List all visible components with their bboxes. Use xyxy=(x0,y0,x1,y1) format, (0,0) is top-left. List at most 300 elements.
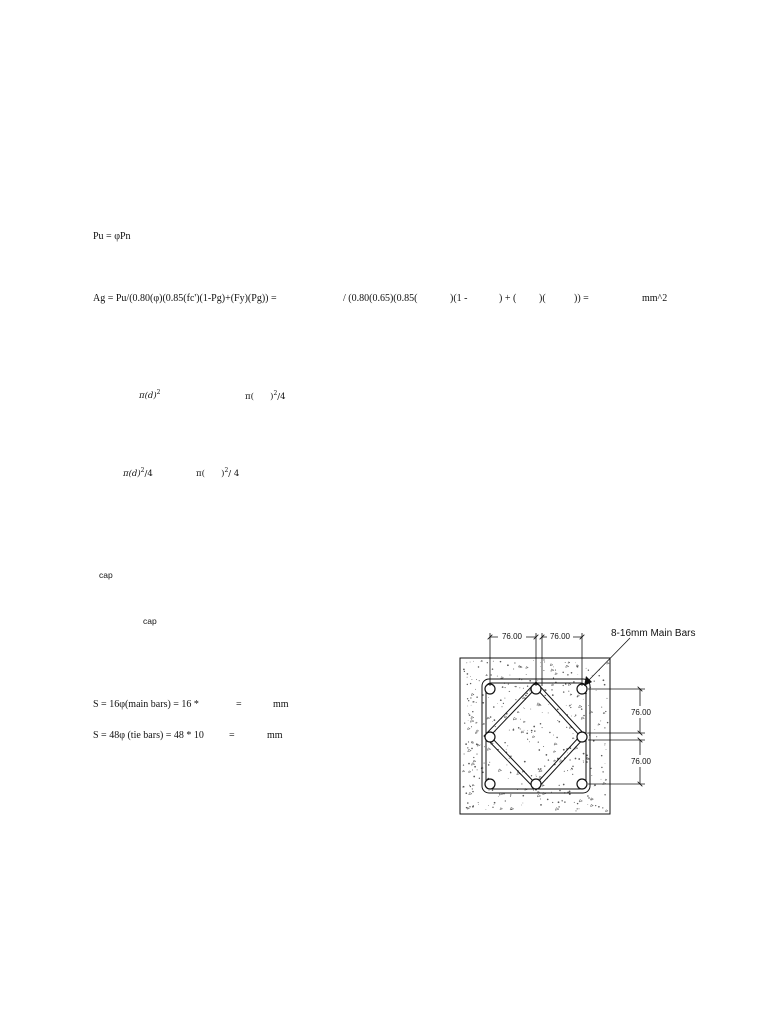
aggregate-speck xyxy=(524,761,526,763)
aggregate-speck xyxy=(530,709,531,710)
aggregate-speck xyxy=(575,715,576,716)
aggregate-speck xyxy=(603,679,605,681)
aggregate-speck xyxy=(472,701,473,702)
aggregate-speck xyxy=(471,748,473,750)
aggregate-speck xyxy=(467,684,468,685)
aggregate-speck xyxy=(506,749,507,750)
aggregate-speck xyxy=(592,675,593,676)
aggregate-speck xyxy=(488,805,489,806)
aggregate-speck xyxy=(478,666,479,667)
aggregate-speck xyxy=(467,802,469,804)
aggregate-speck xyxy=(577,803,578,804)
aggregate-speck xyxy=(476,679,477,680)
aggregate-speck xyxy=(526,693,528,695)
aggregate-speck xyxy=(543,670,544,671)
aggregate-speck xyxy=(571,672,573,674)
aggregate-speck xyxy=(572,769,573,770)
spacing-tie-equals: = xyxy=(229,730,235,741)
aggregate-speck xyxy=(533,660,534,661)
aggregate-speck xyxy=(601,779,602,780)
aggregate-speck xyxy=(493,661,494,662)
aggregate-speck xyxy=(467,706,468,707)
aggregate-speck xyxy=(488,764,490,766)
aggregate-speck xyxy=(478,802,479,803)
aggregate-speck xyxy=(548,759,549,760)
aggregate-speck xyxy=(568,691,569,692)
aggregate-speck xyxy=(546,754,548,756)
aggregate-speck xyxy=(601,755,603,757)
aggregate-speck xyxy=(595,805,596,806)
aggregate-speck xyxy=(591,799,592,800)
aggregate-speck xyxy=(479,778,480,779)
aggregate-speck xyxy=(583,760,584,761)
aggregate-speck xyxy=(581,708,583,710)
aggregate-speck xyxy=(553,735,554,736)
aggregate-speck xyxy=(553,677,554,678)
aggregate-speck xyxy=(583,715,584,716)
aggregate-speck xyxy=(570,769,571,770)
aggregate-speck xyxy=(588,705,589,706)
aggregate-speck xyxy=(534,730,535,731)
cap-label-1: cap xyxy=(99,570,113,580)
spacing-main-equation: S = 16φ(main bars) = 16 * xyxy=(93,699,199,710)
aggregate-speck xyxy=(503,703,504,704)
aggregate-speck xyxy=(578,758,580,760)
aggregate-speck xyxy=(567,753,568,754)
area-formula-a-right: π( )$^2$/4 xyxy=(245,390,286,402)
cap-label-2: cap xyxy=(143,616,157,626)
main-bar xyxy=(485,779,495,789)
aggregate-speck xyxy=(493,706,495,708)
aggregate-speck xyxy=(571,704,572,705)
aggregate-speck xyxy=(505,800,506,801)
aggregate-speck xyxy=(473,776,475,778)
spacing-main-unit: mm xyxy=(273,699,289,710)
aggregate-speck xyxy=(489,790,490,791)
aggregate-speck xyxy=(504,742,505,743)
spacing-tie-equation: S = 48φ (tie bars) = 48 * 10 xyxy=(93,730,204,741)
aggregate-speck xyxy=(498,796,499,797)
aggregate-speck xyxy=(520,728,521,729)
aggregate-speck xyxy=(544,765,545,766)
aggregate-speck xyxy=(538,768,540,770)
aggregate-speck xyxy=(531,732,532,733)
aggregate-speck xyxy=(567,770,568,771)
aggregate-speck xyxy=(526,674,527,675)
aggregate-speck xyxy=(500,661,502,663)
aggregate-speck xyxy=(565,662,566,663)
aggregate-speck xyxy=(552,694,554,696)
aggregate-speck xyxy=(475,689,476,690)
aggregate-speck xyxy=(596,690,597,691)
aggregate-speck xyxy=(520,719,521,720)
aggregate-speck xyxy=(501,706,502,707)
aggregate-speck xyxy=(570,707,571,708)
aggregate-speck xyxy=(478,804,479,805)
equation-ag-sub-3: ) + ( xyxy=(499,293,517,304)
aggregate-speck xyxy=(573,681,574,682)
aggregate-speck xyxy=(575,810,576,811)
aggregate-speck xyxy=(479,680,480,681)
aggregate-speck xyxy=(602,771,603,772)
aggregate-speck xyxy=(587,795,589,797)
aggregate-speck xyxy=(602,807,603,808)
aggregate-speck xyxy=(574,802,575,803)
aggregate-speck xyxy=(515,686,516,687)
aggregate-speck xyxy=(495,732,496,733)
aggregate-speck xyxy=(474,766,476,768)
aggregate-speck xyxy=(508,684,509,685)
area-formula-b-left: $\pi(d)^2/4$ xyxy=(123,467,153,479)
aggregate-speck xyxy=(524,708,525,709)
aggregate-speck xyxy=(527,730,528,731)
aggregate-speck xyxy=(525,695,527,697)
aggregate-speck xyxy=(472,770,473,771)
aggregate-speck xyxy=(509,730,510,731)
aggregate-speck xyxy=(548,712,549,713)
aggregate-speck xyxy=(470,786,471,787)
aggregate-speck xyxy=(480,745,481,746)
aggregate-speck xyxy=(471,726,472,727)
aggregate-speck xyxy=(467,747,468,748)
aggregate-speck xyxy=(536,775,537,776)
aggregate-speck xyxy=(557,720,558,721)
aggregate-speck xyxy=(521,783,522,784)
dim-label-right-1: 76.00 xyxy=(630,708,652,717)
aggregate-speck xyxy=(583,762,584,763)
aggregate-speck xyxy=(545,695,546,696)
aggregate-speck xyxy=(575,758,577,760)
dim-label-top-1: 76.00 xyxy=(501,632,523,641)
aggregate-speck xyxy=(489,762,490,763)
aggregate-speck xyxy=(491,674,492,675)
aggregate-speck xyxy=(604,794,605,795)
aggregate-speck xyxy=(559,785,560,786)
aggregate-speck xyxy=(476,702,477,703)
aggregate-speck xyxy=(544,662,545,663)
aggregate-speck xyxy=(543,659,544,660)
aggregate-speck xyxy=(492,668,494,670)
aggregate-speck xyxy=(482,702,484,704)
aggregate-speck xyxy=(473,757,474,758)
aggregate-speck xyxy=(540,799,541,800)
aggregate-speck xyxy=(477,769,478,770)
aggregate-speck xyxy=(469,806,470,807)
aggregate-speck xyxy=(465,743,467,745)
aggregate-speck xyxy=(563,685,564,686)
aggregate-speck xyxy=(537,680,538,681)
aggregate-speck xyxy=(513,728,514,729)
aggregate-speck xyxy=(559,790,561,792)
area-formula-b-right: π( )$^2$/ 4 xyxy=(196,467,240,479)
aggregate-speck xyxy=(594,729,595,730)
aggregate-speck xyxy=(533,790,534,791)
aggregate-speck xyxy=(565,683,566,684)
aggregate-speck xyxy=(575,662,576,663)
aggregate-speck xyxy=(471,705,472,706)
aggregate-speck xyxy=(540,768,542,770)
aggregate-speck xyxy=(598,675,599,676)
aggregate-speck xyxy=(588,670,589,671)
aggregate-speck xyxy=(470,662,471,663)
aggregate-speck xyxy=(558,721,560,723)
main-bars-label: 8-16mm Main Bars xyxy=(611,628,696,639)
aggregate-speck xyxy=(594,786,595,787)
aggregate-speck xyxy=(596,736,597,737)
dim-label-top-2: 76.00 xyxy=(549,632,571,641)
aggregate-speck xyxy=(540,666,541,667)
aggregate-speck xyxy=(505,687,506,688)
aggregate-speck xyxy=(607,722,608,723)
aggregate-speck xyxy=(473,701,474,702)
aggregate-speck xyxy=(563,784,565,786)
aggregate-speck xyxy=(583,699,584,700)
aggregate-speck xyxy=(578,674,579,675)
aggregate-speck xyxy=(473,805,474,806)
aggregate-speck xyxy=(469,785,470,786)
aggregate-speck xyxy=(571,716,572,717)
aggregate-speck xyxy=(587,804,588,805)
aggregate-speck xyxy=(464,753,465,754)
aggregate-speck xyxy=(463,669,465,671)
equation-ag: Ag = Pu/(0.80(φ)(0.85(fc')(1-Pg)+(Fy)(Pg)) = xyxy=(93,293,277,304)
aggregate-speck xyxy=(566,727,567,728)
aggregate-speck xyxy=(573,733,574,734)
aggregate-speck xyxy=(466,807,468,809)
aggregate-speck xyxy=(523,708,524,709)
aggregate-speck xyxy=(466,662,467,663)
aggregate-speck xyxy=(523,688,524,689)
aggregate-speck xyxy=(604,727,605,728)
main-bar xyxy=(531,779,541,789)
aggregate-speck xyxy=(470,697,471,698)
equation-ag-sub-4: )( xyxy=(539,293,546,304)
aggregate-speck xyxy=(536,776,537,777)
aggregate-speck xyxy=(472,711,473,712)
aggregate-speck xyxy=(598,806,600,808)
aggregate-speck xyxy=(510,756,511,757)
aggregate-speck xyxy=(529,680,531,682)
aggregate-speck xyxy=(510,796,511,797)
aggregate-speck xyxy=(521,805,522,806)
aggregate-speck xyxy=(473,661,474,662)
aggregate-speck xyxy=(514,686,515,687)
aggregate-speck xyxy=(547,799,549,801)
aggregate-speck xyxy=(562,672,563,673)
equation-ag-sub-1: / (0.80(0.65)(0.85( xyxy=(343,293,418,304)
aggregate-speck xyxy=(607,698,608,699)
aggregate-speck xyxy=(463,765,464,766)
aggregate-speck xyxy=(563,749,565,751)
aggregate-speck xyxy=(574,716,575,717)
aggregate-speck xyxy=(506,764,507,765)
aggregate-speck xyxy=(551,792,552,793)
aggregate-speck xyxy=(577,808,578,809)
aggregate-speck xyxy=(468,713,469,714)
aggregate-speck xyxy=(466,792,468,794)
aggregate-speck xyxy=(540,804,542,806)
aggregate-speck xyxy=(527,686,528,687)
aggregate-speck xyxy=(601,707,602,708)
aggregate-speck xyxy=(472,788,473,789)
aggregate-speck xyxy=(591,768,592,769)
aggregate-speck xyxy=(495,726,496,727)
aggregate-speck xyxy=(604,745,605,746)
aggregate-speck xyxy=(583,753,585,755)
aggregate-speck xyxy=(538,741,539,742)
aggregate-speck xyxy=(531,730,533,732)
aggregate-speck xyxy=(468,741,469,742)
aggregate-speck xyxy=(563,691,564,692)
aggregate-speck xyxy=(492,790,493,791)
aggregate-speck xyxy=(569,759,570,760)
aggregate-speck xyxy=(519,687,520,688)
aggregate-speck xyxy=(468,720,469,721)
aggregate-speck xyxy=(469,714,471,716)
aggregate-speck xyxy=(476,696,478,698)
aggregate-speck xyxy=(572,774,573,775)
equation-ag-unit: mm^2 xyxy=(642,293,668,304)
aggregate-speck xyxy=(567,674,568,675)
aggregate-speck xyxy=(510,794,511,795)
aggregate-speck xyxy=(526,732,528,734)
aggregate-speck xyxy=(508,778,509,779)
aggregate-speck xyxy=(494,719,496,721)
aggregate-speck xyxy=(605,711,606,712)
aggregate-speck xyxy=(588,797,589,798)
aggregate-speck xyxy=(470,676,471,677)
aggregate-speck xyxy=(533,726,535,728)
aggregate-speck xyxy=(507,745,508,746)
aggregate-speck xyxy=(605,763,606,764)
aggregate-speck xyxy=(467,698,468,699)
area-formula-a-left: $\pi(d)^2$ xyxy=(139,389,161,401)
aggregate-speck xyxy=(497,676,498,677)
aggregate-speck xyxy=(513,729,515,731)
aggregate-speck xyxy=(470,683,471,684)
aggregate-speck xyxy=(606,749,607,750)
aggregate-speck xyxy=(551,689,552,690)
aggregate-speck xyxy=(514,662,515,663)
aggregate-speck xyxy=(555,670,556,671)
aggregate-speck xyxy=(467,677,468,678)
aggregate-speck xyxy=(579,808,580,809)
aggregate-speck xyxy=(523,803,524,804)
aggregate-speck xyxy=(572,766,573,767)
aggregate-speck xyxy=(468,700,469,701)
aggregate-speck xyxy=(472,791,473,792)
aggregate-speck xyxy=(600,720,601,721)
aggregate-speck xyxy=(558,806,559,807)
aggregate-speck xyxy=(562,800,563,801)
aggregate-speck xyxy=(518,727,520,729)
aggregate-speck xyxy=(558,801,560,803)
aggregate-speck xyxy=(464,671,465,672)
equation-ag-sub-2: )(1 - xyxy=(450,293,468,304)
equation-ag-sub-5: )) = xyxy=(574,293,589,304)
aggregate-speck xyxy=(513,668,514,669)
aggregate-speck xyxy=(564,771,565,772)
aggregate-speck xyxy=(586,668,587,669)
aggregate-speck xyxy=(553,667,554,668)
aggregate-speck xyxy=(543,746,544,747)
aggregate-speck xyxy=(510,771,511,772)
aggregate-speck xyxy=(467,673,469,675)
column-section-diagram xyxy=(455,622,715,822)
aggregate-speck xyxy=(587,733,588,734)
aggregate-speck xyxy=(464,722,465,723)
aggregate-speck xyxy=(544,689,545,690)
aggregate-speck xyxy=(468,763,470,765)
aggregate-speck xyxy=(471,679,472,680)
aggregate-speck xyxy=(509,691,510,692)
aggregate-speck xyxy=(488,697,489,698)
aggregate-speck xyxy=(538,749,540,751)
aggregate-speck xyxy=(486,809,487,810)
aggregate-speck xyxy=(504,698,505,699)
aggregate-speck xyxy=(472,743,473,744)
aggregate-speck xyxy=(569,791,571,793)
spacing-main-equals: = xyxy=(236,699,242,710)
aggregate-speck xyxy=(540,723,542,725)
equation-pu: Pu = φPn xyxy=(93,231,131,242)
main-bar xyxy=(577,779,587,789)
aggregate-speck xyxy=(542,727,543,728)
aggregate-speck xyxy=(497,703,498,704)
aggregate-speck xyxy=(529,741,530,742)
aggregate-speck xyxy=(492,721,493,722)
aggregate-speck xyxy=(531,775,532,776)
aggregate-speck xyxy=(500,699,502,701)
dim-label-right-2: 76.00 xyxy=(630,757,652,766)
aggregate-speck xyxy=(476,754,477,755)
aggregate-speck xyxy=(605,743,606,744)
aggregate-speck xyxy=(509,675,510,676)
aggregate-speck xyxy=(509,758,510,759)
aggregate-speck xyxy=(494,804,495,805)
aggregate-speck xyxy=(492,807,493,808)
aggregate-speck xyxy=(556,737,557,738)
aggregate-speck xyxy=(490,716,492,718)
aggregate-speck xyxy=(527,739,528,740)
aggregate-speck xyxy=(524,730,525,731)
aggregate-speck xyxy=(487,662,488,663)
aggregate-speck xyxy=(522,795,524,797)
aggregate-speck xyxy=(542,712,543,713)
aggregate-speck xyxy=(564,801,565,802)
aggregate-speck xyxy=(548,704,549,705)
aggregate-speck xyxy=(604,684,606,686)
aggregate-speck xyxy=(494,802,496,804)
aggregate-speck xyxy=(507,664,509,666)
aggregate-speck xyxy=(594,784,596,786)
aggregate-speck xyxy=(591,775,592,776)
aggregate-speck xyxy=(484,763,485,764)
aggregate-speck xyxy=(502,686,504,688)
aggregate-speck xyxy=(484,746,485,747)
aggregate-speck xyxy=(566,705,567,706)
aggregate-speck xyxy=(601,767,602,768)
aggregate-speck xyxy=(594,681,595,682)
aggregate-speck xyxy=(552,802,553,803)
aggregate-speck xyxy=(557,708,559,710)
spacing-tie-unit: mm xyxy=(267,730,283,741)
aggregate-speck xyxy=(549,732,550,733)
main-bar xyxy=(577,732,587,742)
aggregate-speck xyxy=(540,662,541,663)
main-bar xyxy=(485,732,495,742)
aggregate-speck xyxy=(515,699,516,700)
